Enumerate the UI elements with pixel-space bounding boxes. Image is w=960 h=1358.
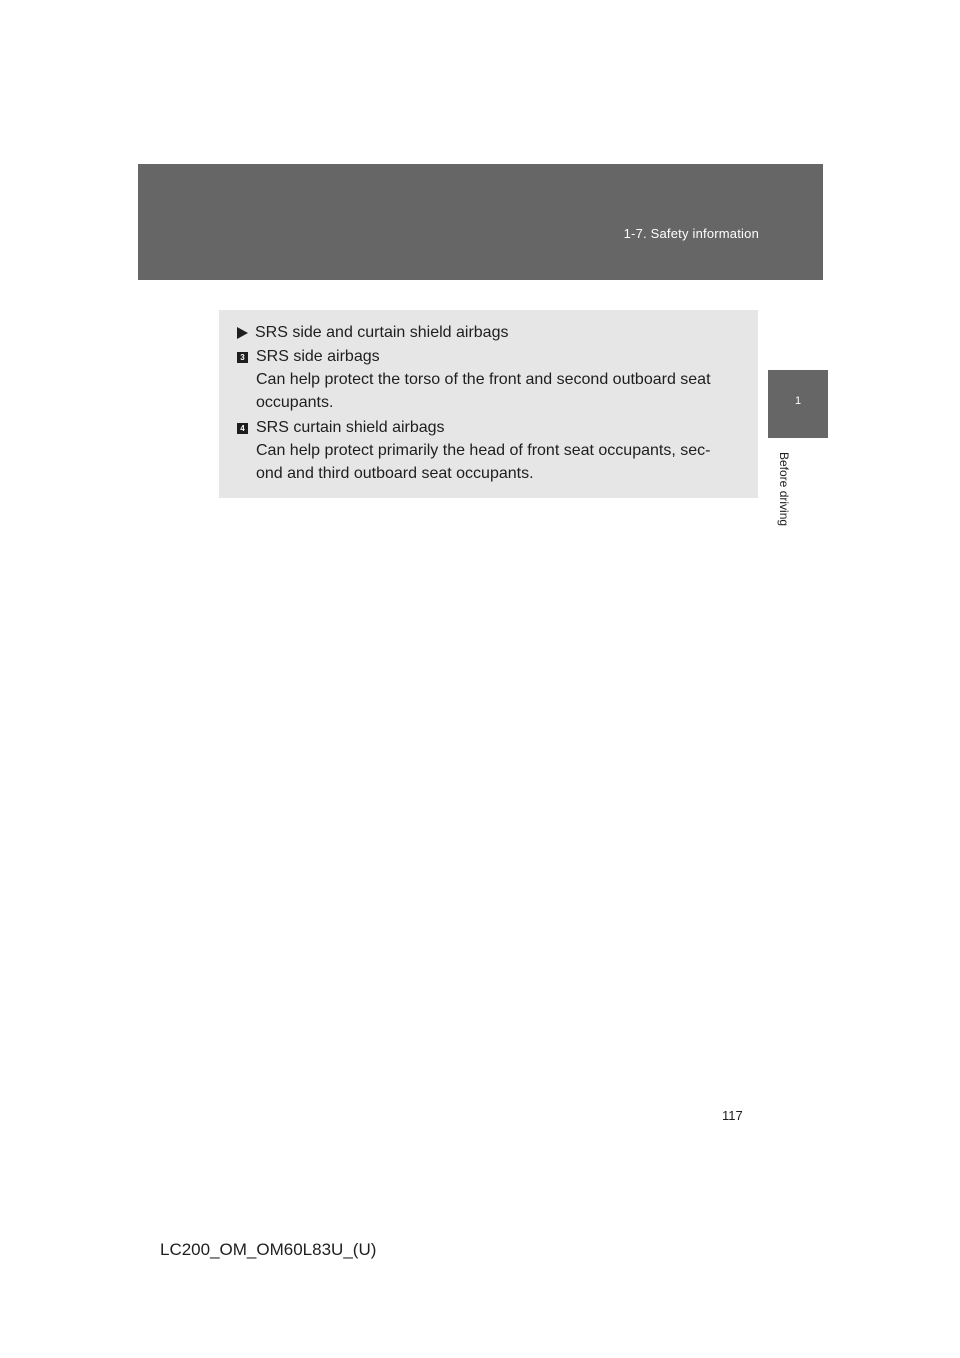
box-heading	[237, 321, 508, 344]
arrow-right-icon	[237, 327, 248, 339]
entry-line: occupants.	[256, 394, 334, 411]
info-box	[219, 310, 758, 498]
entry-title: SRS side airbags	[256, 348, 380, 365]
number-3-badge-icon: 3	[237, 352, 248, 363]
number-4-badge-icon: 4	[237, 423, 248, 434]
page-number: 117	[722, 1108, 743, 1123]
chapter-number: 1	[794, 395, 802, 407]
entry-line: ond and third outboard seat occupants.	[256, 465, 534, 482]
box-heading-text: SRS side and curtain shield airbags	[255, 324, 509, 341]
chapter-name: Before driving	[777, 452, 791, 527]
entry-line: Can help protect the torso of the front and second outboard seat	[256, 371, 711, 388]
entry-title: SRS curtain shield airbags	[256, 419, 445, 436]
list-item	[237, 416, 742, 485]
list-item	[237, 345, 742, 414]
entry-line: Can help protect primarily the head of front seat occupants, sec-	[256, 442, 711, 459]
header-bar	[138, 164, 823, 280]
chapter-tab	[768, 370, 828, 438]
section-title: 1-7. Safety information	[623, 226, 759, 241]
document-code: LC200_OM_OM60L83U_(U)	[160, 1240, 377, 1259]
